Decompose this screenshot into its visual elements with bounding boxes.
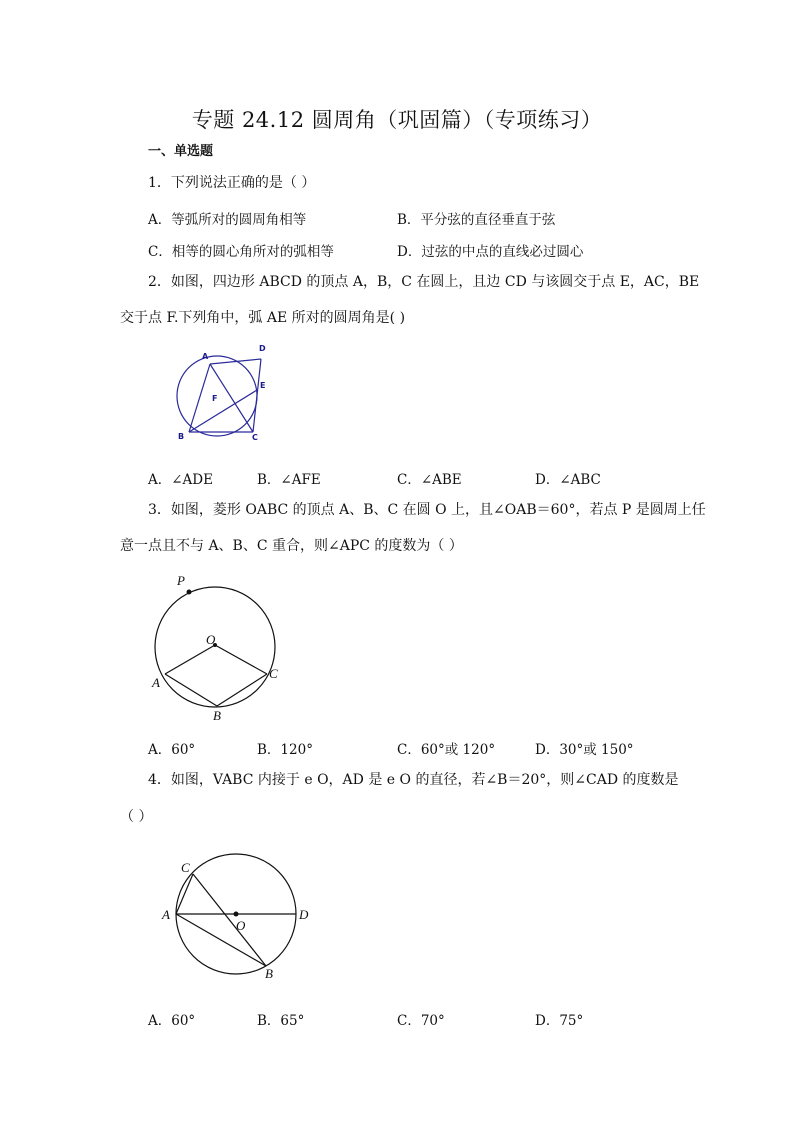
question-2-stem-line-1: 2．如图，四边形 ABCD 的顶点 A，B，C 在圆上，且边 CD 与该圆交于点 E，AC，BE (148, 274, 700, 290)
q4-side-cb (193, 874, 266, 966)
question-1-option-a: A．等弧所对的圆周角相等 (148, 212, 307, 228)
question-2-option-c: C．∠ABE (397, 472, 462, 488)
q3-point-p (187, 590, 192, 595)
q3-label-c: C (269, 666, 278, 681)
question-4-stem-line-2: （ ） (120, 809, 153, 825)
question-2-option-d: D．∠ABC (535, 472, 601, 488)
q3-label-a: A (152, 675, 160, 690)
q4-label-b: B (265, 966, 273, 981)
q4-side-ac (176, 874, 193, 914)
question-2-figure (170, 340, 280, 450)
q2-side-dc (253, 359, 261, 432)
q2-label-b: B (178, 432, 185, 441)
question-3-figure (140, 570, 290, 730)
q4-label-c: C (181, 860, 190, 875)
question-4-option-b: B．65° (257, 1013, 305, 1029)
q2-segment-be (189, 390, 257, 432)
question-2-stem-line-2: 交于点 F.下列角中，弧 AE 所对的圆周角是( ) (120, 310, 406, 326)
question-4-option-a: A．60° (148, 1013, 196, 1029)
question-1-option-d: D．过弦的中点的直线必过圆心 (397, 244, 584, 260)
question-3-option-b: B．120° (257, 742, 313, 758)
question-4-stem-line-1: 4．如图，VABC 内接于 e O，AD 是 e O 的直径，若∠B＝20°，则∠CAD 的度数是 (148, 772, 679, 788)
question-4-option-d: D．75° (535, 1013, 584, 1029)
question-1-option-b: B．平分弦的直径垂直于弦 (397, 212, 556, 228)
q2-side-ab (189, 364, 210, 432)
question-1-option-c: C．相等的圆心角所对的弧相等 (148, 244, 334, 260)
q4-label-a: A (162, 907, 170, 922)
question-3-option-c: C．60°或 120° (397, 742, 496, 758)
page-title: 专题 24.12 圆周角（巩固篇）（专项练习） (191, 108, 603, 132)
q4-side-ab (176, 914, 266, 966)
question-4-option-c: C．70° (397, 1013, 445, 1029)
q3-label-p: P (177, 573, 185, 588)
q2-label-a: A (202, 352, 209, 361)
q4-label-o: O (236, 918, 246, 933)
q2-label-e: E (260, 381, 266, 390)
q3-side-oc (215, 645, 267, 674)
q2-label-f: F (212, 394, 218, 403)
question-3-option-a: A．60° (148, 742, 196, 758)
q2-label-c: C (252, 433, 258, 442)
q4-point-o (234, 912, 239, 917)
question-4-figure (155, 850, 325, 985)
question-2-option-b: B．∠AFE (257, 472, 321, 488)
q3-label-b: B (213, 708, 221, 723)
question-2-option-a: A．∠ADE (148, 472, 213, 488)
section-heading: 一、单选题 (148, 144, 214, 159)
q2-side-ad (210, 359, 261, 364)
question-3-stem-line-1: 3．如图，菱形 OABC 的顶点 A、B、C 在圆 O 上，且∠OAB＝60°，若点 P 是圆周上任 (148, 502, 706, 518)
q3-label-o: O (206, 632, 216, 647)
q3-side-oa (165, 645, 215, 674)
question-3-stem-line-2: 意一点且不与 A、B、C 重合，则∠APC 的度数为（ ） (120, 538, 463, 554)
q4-label-d: D (299, 907, 309, 922)
q2-label-d: D (259, 344, 266, 353)
question-3-option-d: D．30°或 150° (535, 742, 634, 758)
question-1-stem: 1．下列说法正确的是（ ） (148, 175, 316, 191)
